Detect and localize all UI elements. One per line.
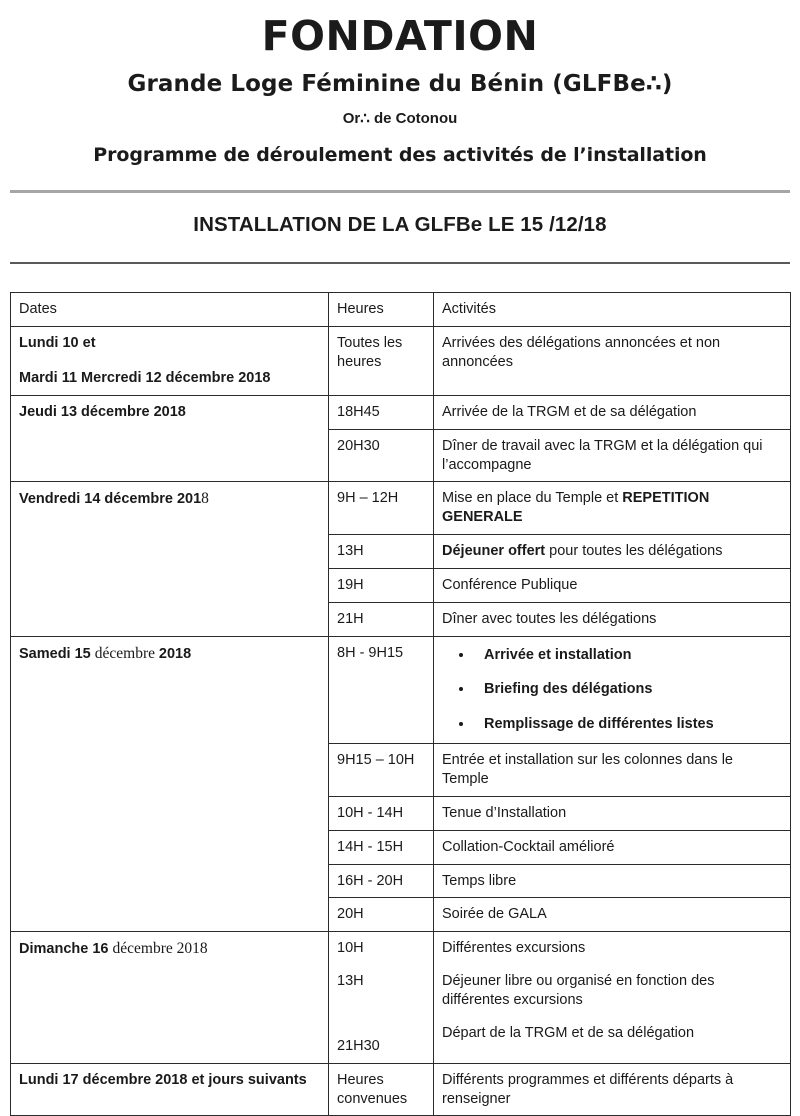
activity-cell: Temps libre: [434, 864, 791, 898]
column-header-activities: Activités: [434, 293, 791, 327]
date-cell-lundi17: [11, 1063, 329, 1116]
date-label-year: 2018: [158, 645, 192, 662]
date-label: Vendredi 14 décembre 201: [19, 491, 202, 508]
activity-cell-bullets: [434, 636, 791, 744]
date-label: Jeudi 13 décembre 2018: [19, 403, 186, 420]
table-row: [11, 636, 791, 744]
date-label: Lundi 17 décembre 2018 et jours suivants: [19, 1071, 307, 1088]
hours-cell-lundi17: Heures convenues: [329, 1063, 434, 1116]
table-header-row: [11, 293, 791, 327]
hours-cell-dimanche16: [329, 932, 434, 1064]
date-cell-lundi10: [11, 327, 329, 396]
date-label-tail: 8: [201, 490, 209, 508]
date-label: Dimanche 16: [19, 941, 113, 958]
activity-cell: Dîner de travail avec la TRGM et la délégation qui l’accompagne: [434, 429, 791, 482]
schedule-table-container: [0, 264, 800, 1116]
activity-cell-lundi17: Différents programmes et différents départs à renseigner: [434, 1063, 791, 1116]
activity-cell: [434, 482, 791, 535]
schedule-table: [10, 292, 791, 1116]
activity-entry: Départ de la TRGM et de sa délégation: [442, 1024, 695, 1041]
activity-stack: [442, 939, 781, 1042]
hours-cell: 9H15 – 10H: [329, 744, 434, 797]
hours-entry: 10H: [337, 940, 364, 957]
date-cell-dimanche16: [11, 932, 329, 1064]
table-row: [11, 327, 791, 396]
page-title: FONDATION: [261, 12, 539, 60]
table-row: [11, 482, 791, 535]
date-cell-samedi15: [11, 636, 329, 932]
date-label: Samedi 15: [19, 645, 95, 662]
table-body: [11, 327, 791, 1116]
table-row: [11, 1063, 791, 1116]
activity-emphasis: REPETITION GENERALE: [442, 490, 710, 526]
hours-cell: 20H: [329, 898, 434, 932]
activity-cell: Conférence Publique: [434, 568, 791, 602]
hours-entry: 21H30: [337, 1037, 380, 1054]
hours-cell: 8H - 9H15: [329, 636, 434, 744]
hours-cell: 10H - 14H: [329, 796, 434, 830]
activity-text: pour toutes les délégations: [545, 543, 723, 560]
list-item: • Remplissage de différentes listes: [474, 715, 781, 734]
orient-line: Or∴ de Cotonou: [342, 109, 458, 127]
hours-cell: 21H: [329, 602, 434, 636]
hours-cell: 19H: [329, 568, 434, 602]
date-cell-jeudi13: [11, 395, 329, 482]
hours-cell-lundi10: Toutes les heures: [329, 327, 434, 396]
program-line: Programme de déroulement des activités de l’installation: [93, 143, 707, 166]
activity-cell: Arrivée de la TRGM et de sa délégation: [434, 395, 791, 429]
hours-cell: 14H - 15H: [329, 830, 434, 864]
activity-entry: Différentes excursions: [442, 940, 586, 957]
hours-entry: 13H: [337, 973, 364, 990]
hours-cell: 20H30: [329, 429, 434, 482]
document-masthead: [0, 0, 800, 166]
list-item: • Briefing des délégations: [474, 680, 781, 699]
date-cell-vendredi14: [11, 482, 329, 636]
hours-cell: 16H - 20H: [329, 864, 434, 898]
date-label-month: décembre: [94, 644, 159, 662]
date-label-month: décembre 2018: [112, 940, 208, 958]
activity-text: Mise en place du Temple et: [442, 490, 623, 507]
organization-subtitle: Grande Loge Féminine du Bénin (GLFBe∴): [127, 71, 673, 98]
activity-cell: Tenue d’Installation: [434, 796, 791, 830]
activity-entry: Déjeuner libre ou organisé en fonction des différentes excursions: [442, 973, 715, 1008]
list-item: • Arrivée et installation: [474, 646, 781, 665]
column-header-dates: Dates: [11, 293, 329, 327]
hours-stack: [337, 939, 424, 1056]
activity-cell-lundi10: Arrivées des délégations annoncées et non annoncées: [434, 327, 791, 396]
table-head: [11, 293, 791, 327]
date-line: Mardi 11 Mercredi 12 décembre 2018: [19, 370, 271, 387]
activity-cell-dimanche16: [434, 932, 791, 1064]
hours-cell: 9H – 12H: [329, 482, 434, 535]
section-heading: INSTALLATION DE LA GLFBe LE 15 /12/18: [193, 213, 607, 237]
column-header-hours: Heures: [329, 293, 434, 327]
activity-cell: Dîner avec toutes les délégations: [434, 602, 791, 636]
table-row: [11, 395, 791, 429]
bullet-list: [442, 644, 781, 737]
activity-cell: Entrée et installation sur les colonnes dans le Temple: [434, 744, 791, 797]
activity-emphasis: Déjeuner offert: [442, 543, 546, 560]
activity-cell: Soirée de GALA: [434, 898, 791, 932]
activity-cell: [434, 535, 791, 569]
table-row: [11, 932, 791, 1064]
hours-cell: 18H45: [329, 395, 434, 429]
hours-cell: 13H: [329, 535, 434, 569]
date-line: Lundi 10 et: [19, 335, 96, 352]
activity-cell: Collation-Cocktail amélioré: [434, 830, 791, 864]
